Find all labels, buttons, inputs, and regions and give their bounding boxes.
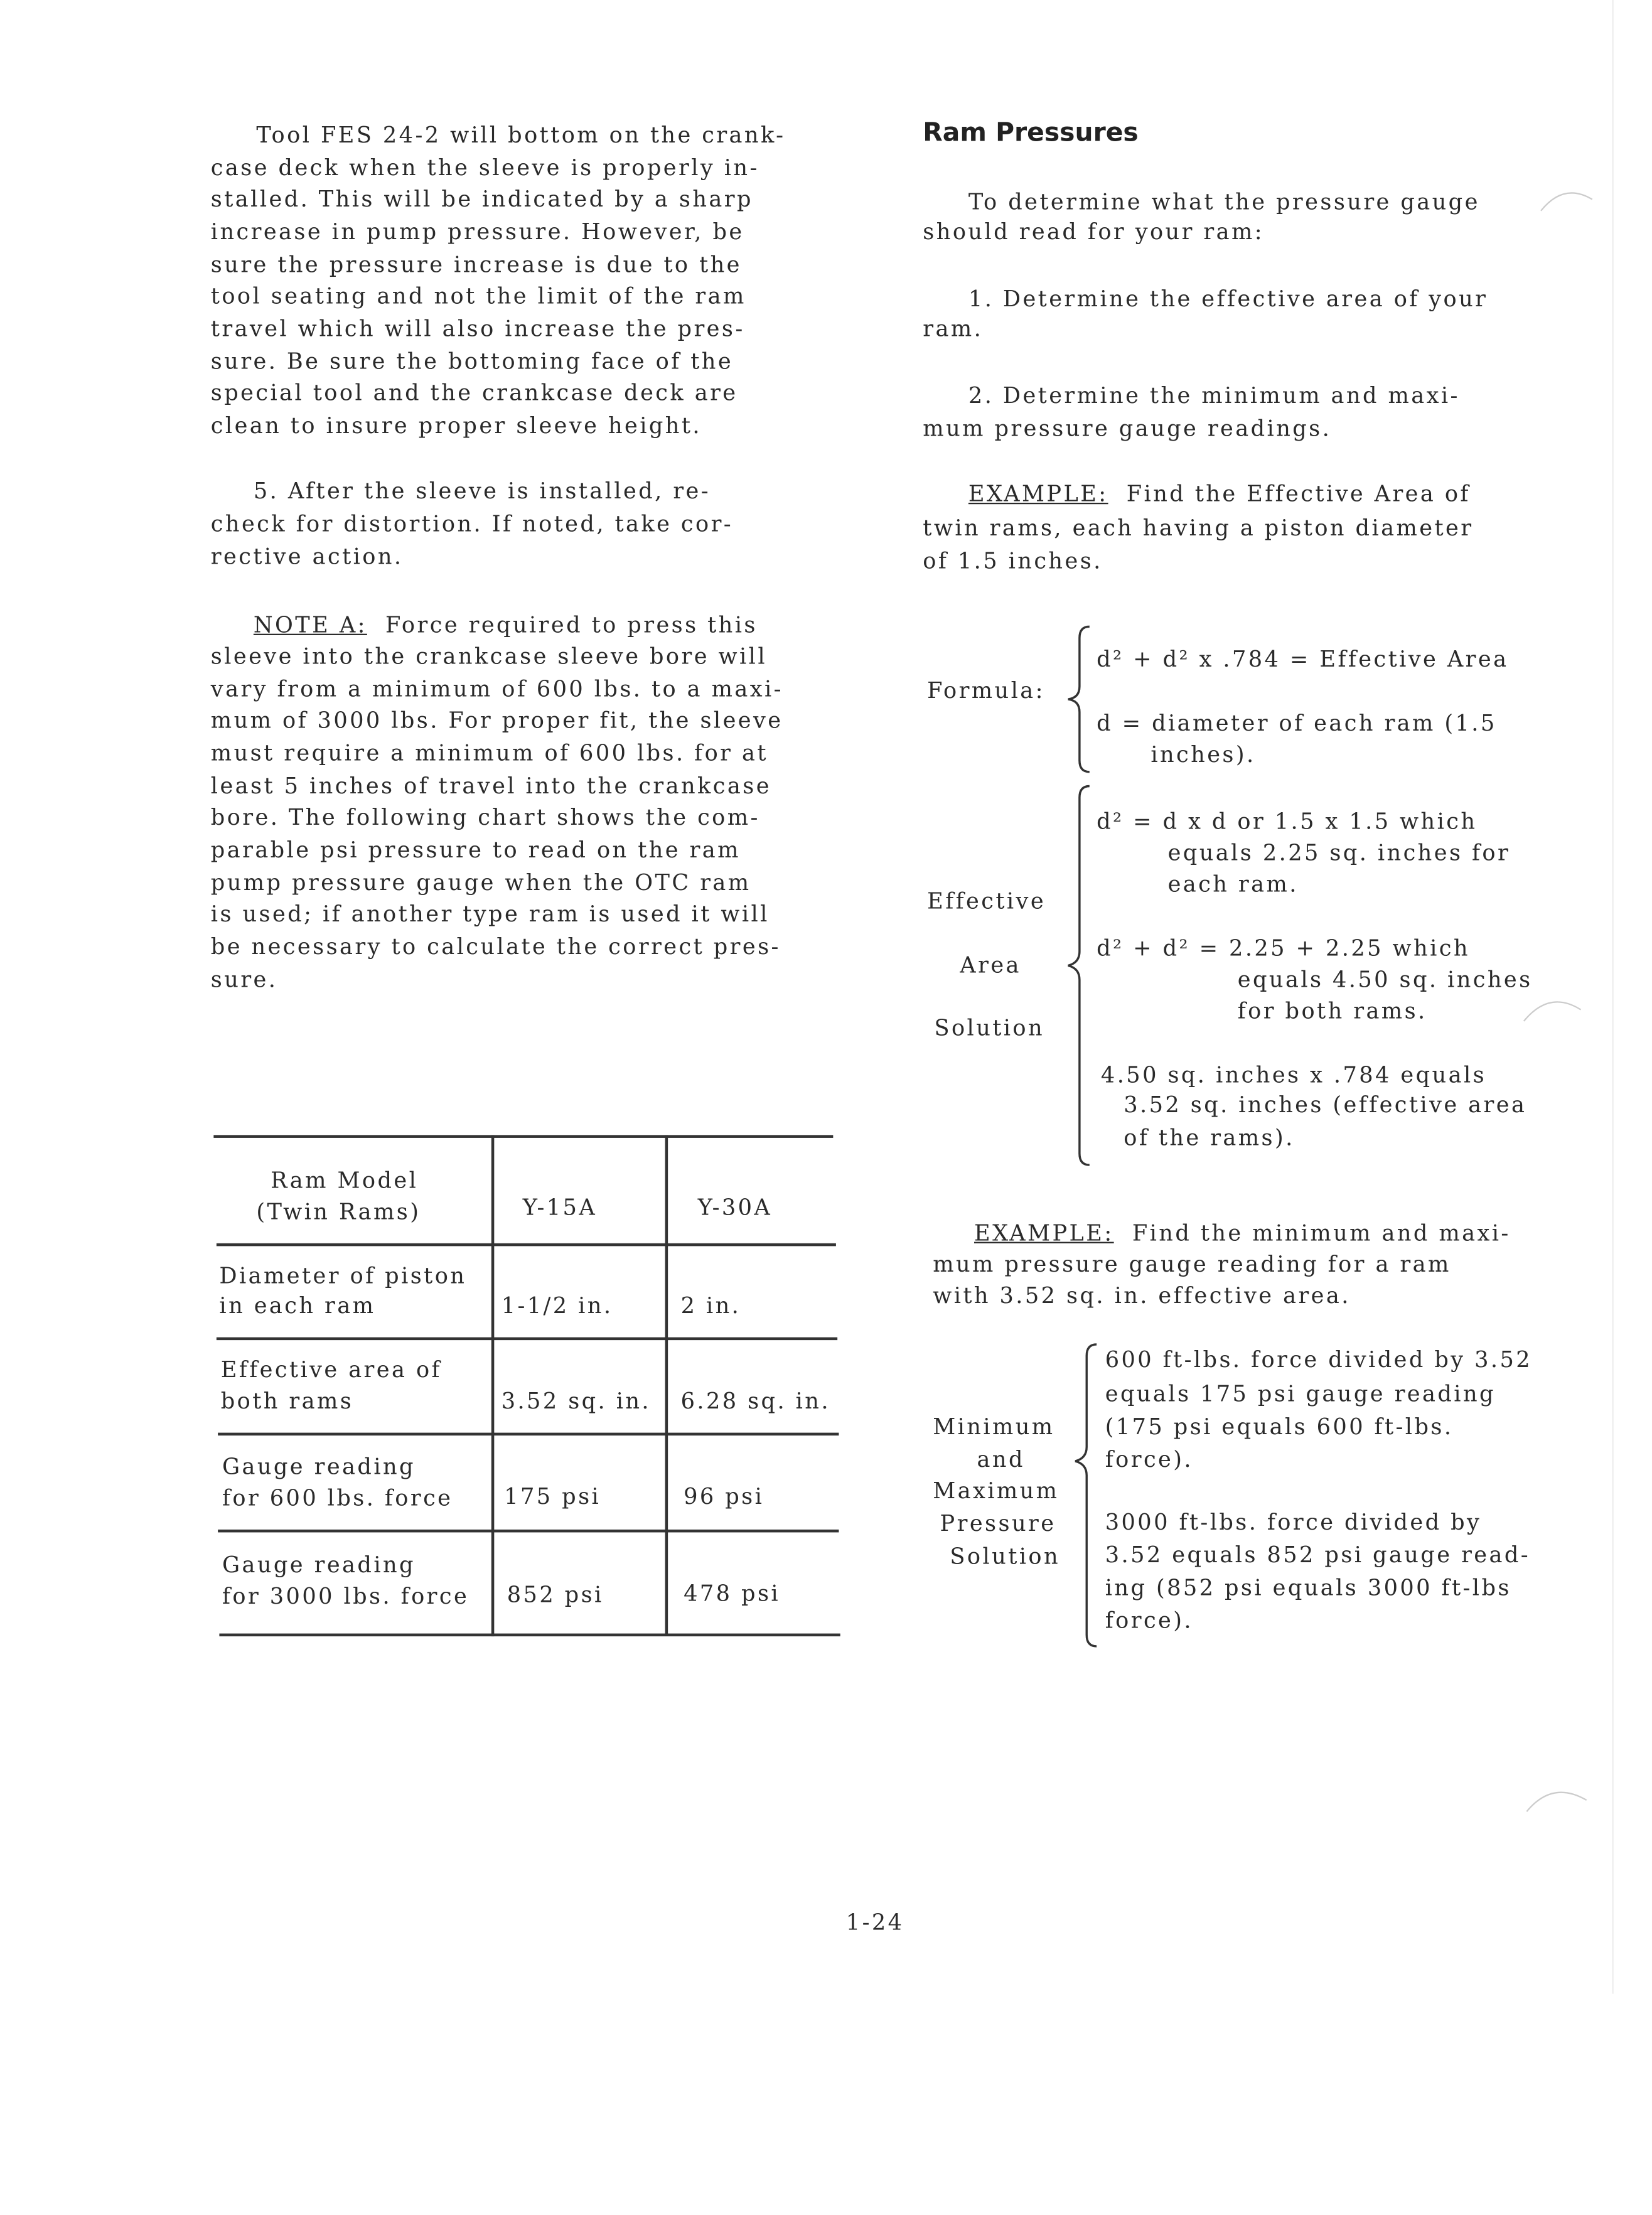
- text-line: [968, 478, 1471, 510]
- minmax-label: Minimum: [933, 1414, 1055, 1440]
- text-line: Tool FES 24-2 will bottom on the crank-: [256, 122, 786, 148]
- text-line: should read for your ram:: [923, 219, 1265, 245]
- header-y30a: Y-30A: [697, 1194, 773, 1221]
- text-line: [974, 1218, 1511, 1249]
- note-text: Force required to press this: [385, 612, 758, 638]
- cell-y30a: 6.28 sq. in.: [680, 1388, 830, 1415]
- row-label: for 600 lbs. force: [222, 1485, 453, 1511]
- punch-hole-icon: [1524, 1780, 1589, 1814]
- text-line: 1. Determine the effective area of your: [968, 286, 1488, 312]
- text-line: sure the pressure increase is due to the: [210, 252, 742, 278]
- minmax-line: force).: [1105, 1447, 1193, 1473]
- example-label: EXAMPLE:: [973, 1220, 1114, 1247]
- row-label: Effective area of: [220, 1357, 442, 1383]
- scan-edge: [1612, 0, 1614, 1994]
- row-label: both rams: [220, 1388, 354, 1415]
- text-line: with 3.52 sq. in. effective area.: [933, 1283, 1351, 1309]
- cell-y15a: 3.52 sq. in.: [501, 1388, 652, 1415]
- text-line: To determine what the pressure gauge: [968, 189, 1480, 215]
- text-line: special tool and the crankcase deck are: [210, 380, 738, 406]
- brace-icon: [1061, 783, 1095, 1168]
- text-line: case deck when the sleeve is properly in-: [210, 155, 759, 181]
- brace-icon: [1068, 1341, 1102, 1649]
- text-line: mum pressure gauge reading for a ram: [933, 1252, 1451, 1278]
- text-line: [254, 609, 758, 641]
- text-line: check for distortion. If noted, take cor-: [210, 511, 734, 537]
- text-line: of 1.5 inches.: [923, 548, 1103, 574]
- header-y15a: Y-15A: [522, 1194, 598, 1221]
- minmax-line: force).: [1105, 1607, 1193, 1634]
- row-label: for 3000 lbs. force: [222, 1584, 469, 1609]
- table-rule: [218, 1433, 839, 1435]
- example-text: Find the Effective Area of: [1126, 481, 1471, 507]
- text-line: ram.: [923, 316, 984, 342]
- cell-y30a: 2 in.: [680, 1293, 741, 1319]
- cell-y30a: 478 psi: [684, 1580, 781, 1607]
- text-line: stalled. This will be indicated by a sharp: [210, 186, 753, 213]
- solution-label: Effective: [927, 888, 1046, 914]
- row-label: Diameter of piston: [219, 1263, 467, 1289]
- solution-line: 3.52 sq. inches (effective area: [1124, 1092, 1527, 1118]
- text-line: sure.: [210, 967, 278, 993]
- text-line: 2. Determine the minimum and maxi-: [968, 383, 1460, 409]
- solution-line: 4.50 sq. inches x .784 equals: [1100, 1062, 1487, 1088]
- header-model-sub: (Twin Rams): [256, 1199, 421, 1225]
- text-line: 5. After the sleeve is installed, re-: [253, 478, 711, 505]
- text-line: travel which will also increase the pres-: [210, 316, 745, 342]
- solution-line: for both rams.: [1237, 998, 1427, 1024]
- formula-line: d = diameter of each ram (1.5: [1097, 711, 1497, 737]
- punch-hole-icon: [1521, 990, 1584, 1024]
- text-line: is used; if another type ram is used it will: [210, 901, 770, 928]
- text-line: increase in pump pressure. However, be: [210, 219, 744, 245]
- minmax-line: ing (852 psi equals 3000 ft-lbs: [1105, 1575, 1511, 1601]
- note-label: NOTE A:: [253, 612, 367, 638]
- text-line: clean to insure proper sleeve height.: [210, 413, 702, 439]
- text-line: rective action.: [210, 544, 404, 570]
- page-number: 1-24: [845, 1909, 904, 1936]
- formula-label: Formula:: [927, 678, 1045, 704]
- solution-line: of the rams).: [1124, 1125, 1295, 1151]
- minmax-label: Pressure: [940, 1511, 1056, 1537]
- minmax-label: Solution: [950, 1543, 1061, 1570]
- text-line: be necessary to calculate the correct pres-: [210, 934, 781, 960]
- minmax-line: 3.52 equals 852 psi gauge read-: [1105, 1542, 1531, 1569]
- text-line: mum of 3000 lbs. For proper fit, the sleeve: [210, 707, 783, 734]
- header-model: Ram Model: [271, 1167, 419, 1194]
- text-line: least 5 inches of travel into the crankcase: [210, 773, 771, 799]
- example-label: EXAMPLE:: [968, 481, 1108, 507]
- text-line: twin rams, each having a piston diameter: [923, 515, 1474, 542]
- formula-line: inches).: [1150, 742, 1256, 768]
- text-line: must require a minimum of 600 lbs. for at: [210, 740, 768, 766]
- table-rule: [218, 1530, 839, 1532]
- row-label: Gauge reading: [222, 1454, 416, 1480]
- text-line: mum pressure gauge readings.: [923, 416, 1332, 442]
- solution-line: d² + d² = 2.25 + 2.25 which: [1097, 935, 1470, 962]
- solution-line: d² = d x d or 1.5 x 1.5 which: [1097, 808, 1478, 835]
- text-line: sleeve into the crankcase sleeve bore will: [210, 643, 767, 670]
- text-line: pump pressure gauge when the OTC ram: [210, 870, 751, 896]
- minmax-line: 3000 ft-lbs. force divided by: [1105, 1510, 1482, 1535]
- table-divider: [491, 1135, 494, 1636]
- row-label: in each ram: [219, 1293, 376, 1319]
- cell-y30a: 96 psi: [684, 1484, 764, 1510]
- cell-y15a: 175 psi: [504, 1484, 601, 1510]
- text-line: parable psi pressure to read on the ram: [210, 837, 741, 864]
- brace-icon: [1061, 624, 1095, 775]
- minmax-label: Maximum: [933, 1478, 1059, 1504]
- table-rule: [219, 1634, 840, 1636]
- minmax-label: and: [977, 1447, 1025, 1473]
- text-line: tool seating and not the limit of the ram: [210, 283, 746, 309]
- table-rule: [213, 1135, 833, 1137]
- punch-hole-icon: [1538, 182, 1596, 213]
- minmax-line: (175 psi equals 600 ft-lbs.: [1105, 1414, 1454, 1440]
- text-line: vary from a minimum of 600 lbs. to a maxi-: [210, 676, 783, 702]
- example-text: Find the minimum and maxi-: [1132, 1220, 1511, 1247]
- row-label: Gauge reading: [222, 1552, 416, 1579]
- solution-label: Area: [960, 952, 1021, 979]
- formula-line: d² + d² x .784 = Effective Area: [1097, 646, 1509, 672]
- solution-line: each ram.: [1167, 871, 1299, 898]
- table-rule: [217, 1243, 836, 1246]
- cell-y15a: 852 psi: [507, 1582, 604, 1608]
- table-rule: [217, 1338, 837, 1340]
- cell-y15a: 1-1/2 in.: [501, 1293, 613, 1319]
- text-line: sure. Be sure the bottoming face of the: [210, 348, 734, 375]
- minmax-line: 600 ft-lbs. force divided by 3.52: [1105, 1347, 1533, 1373]
- solution-line: equals 2.25 sq. inches for: [1167, 840, 1511, 866]
- text-line: bore. The following chart shows the com-: [210, 804, 760, 830]
- section-heading: Ram Pressures: [923, 118, 1139, 148]
- solution-line: equals 4.50 sq. inches: [1237, 967, 1533, 993]
- solution-label: Solution: [934, 1015, 1045, 1041]
- minmax-line: equals 175 psi gauge reading: [1105, 1381, 1496, 1407]
- table-divider: [665, 1135, 668, 1634]
